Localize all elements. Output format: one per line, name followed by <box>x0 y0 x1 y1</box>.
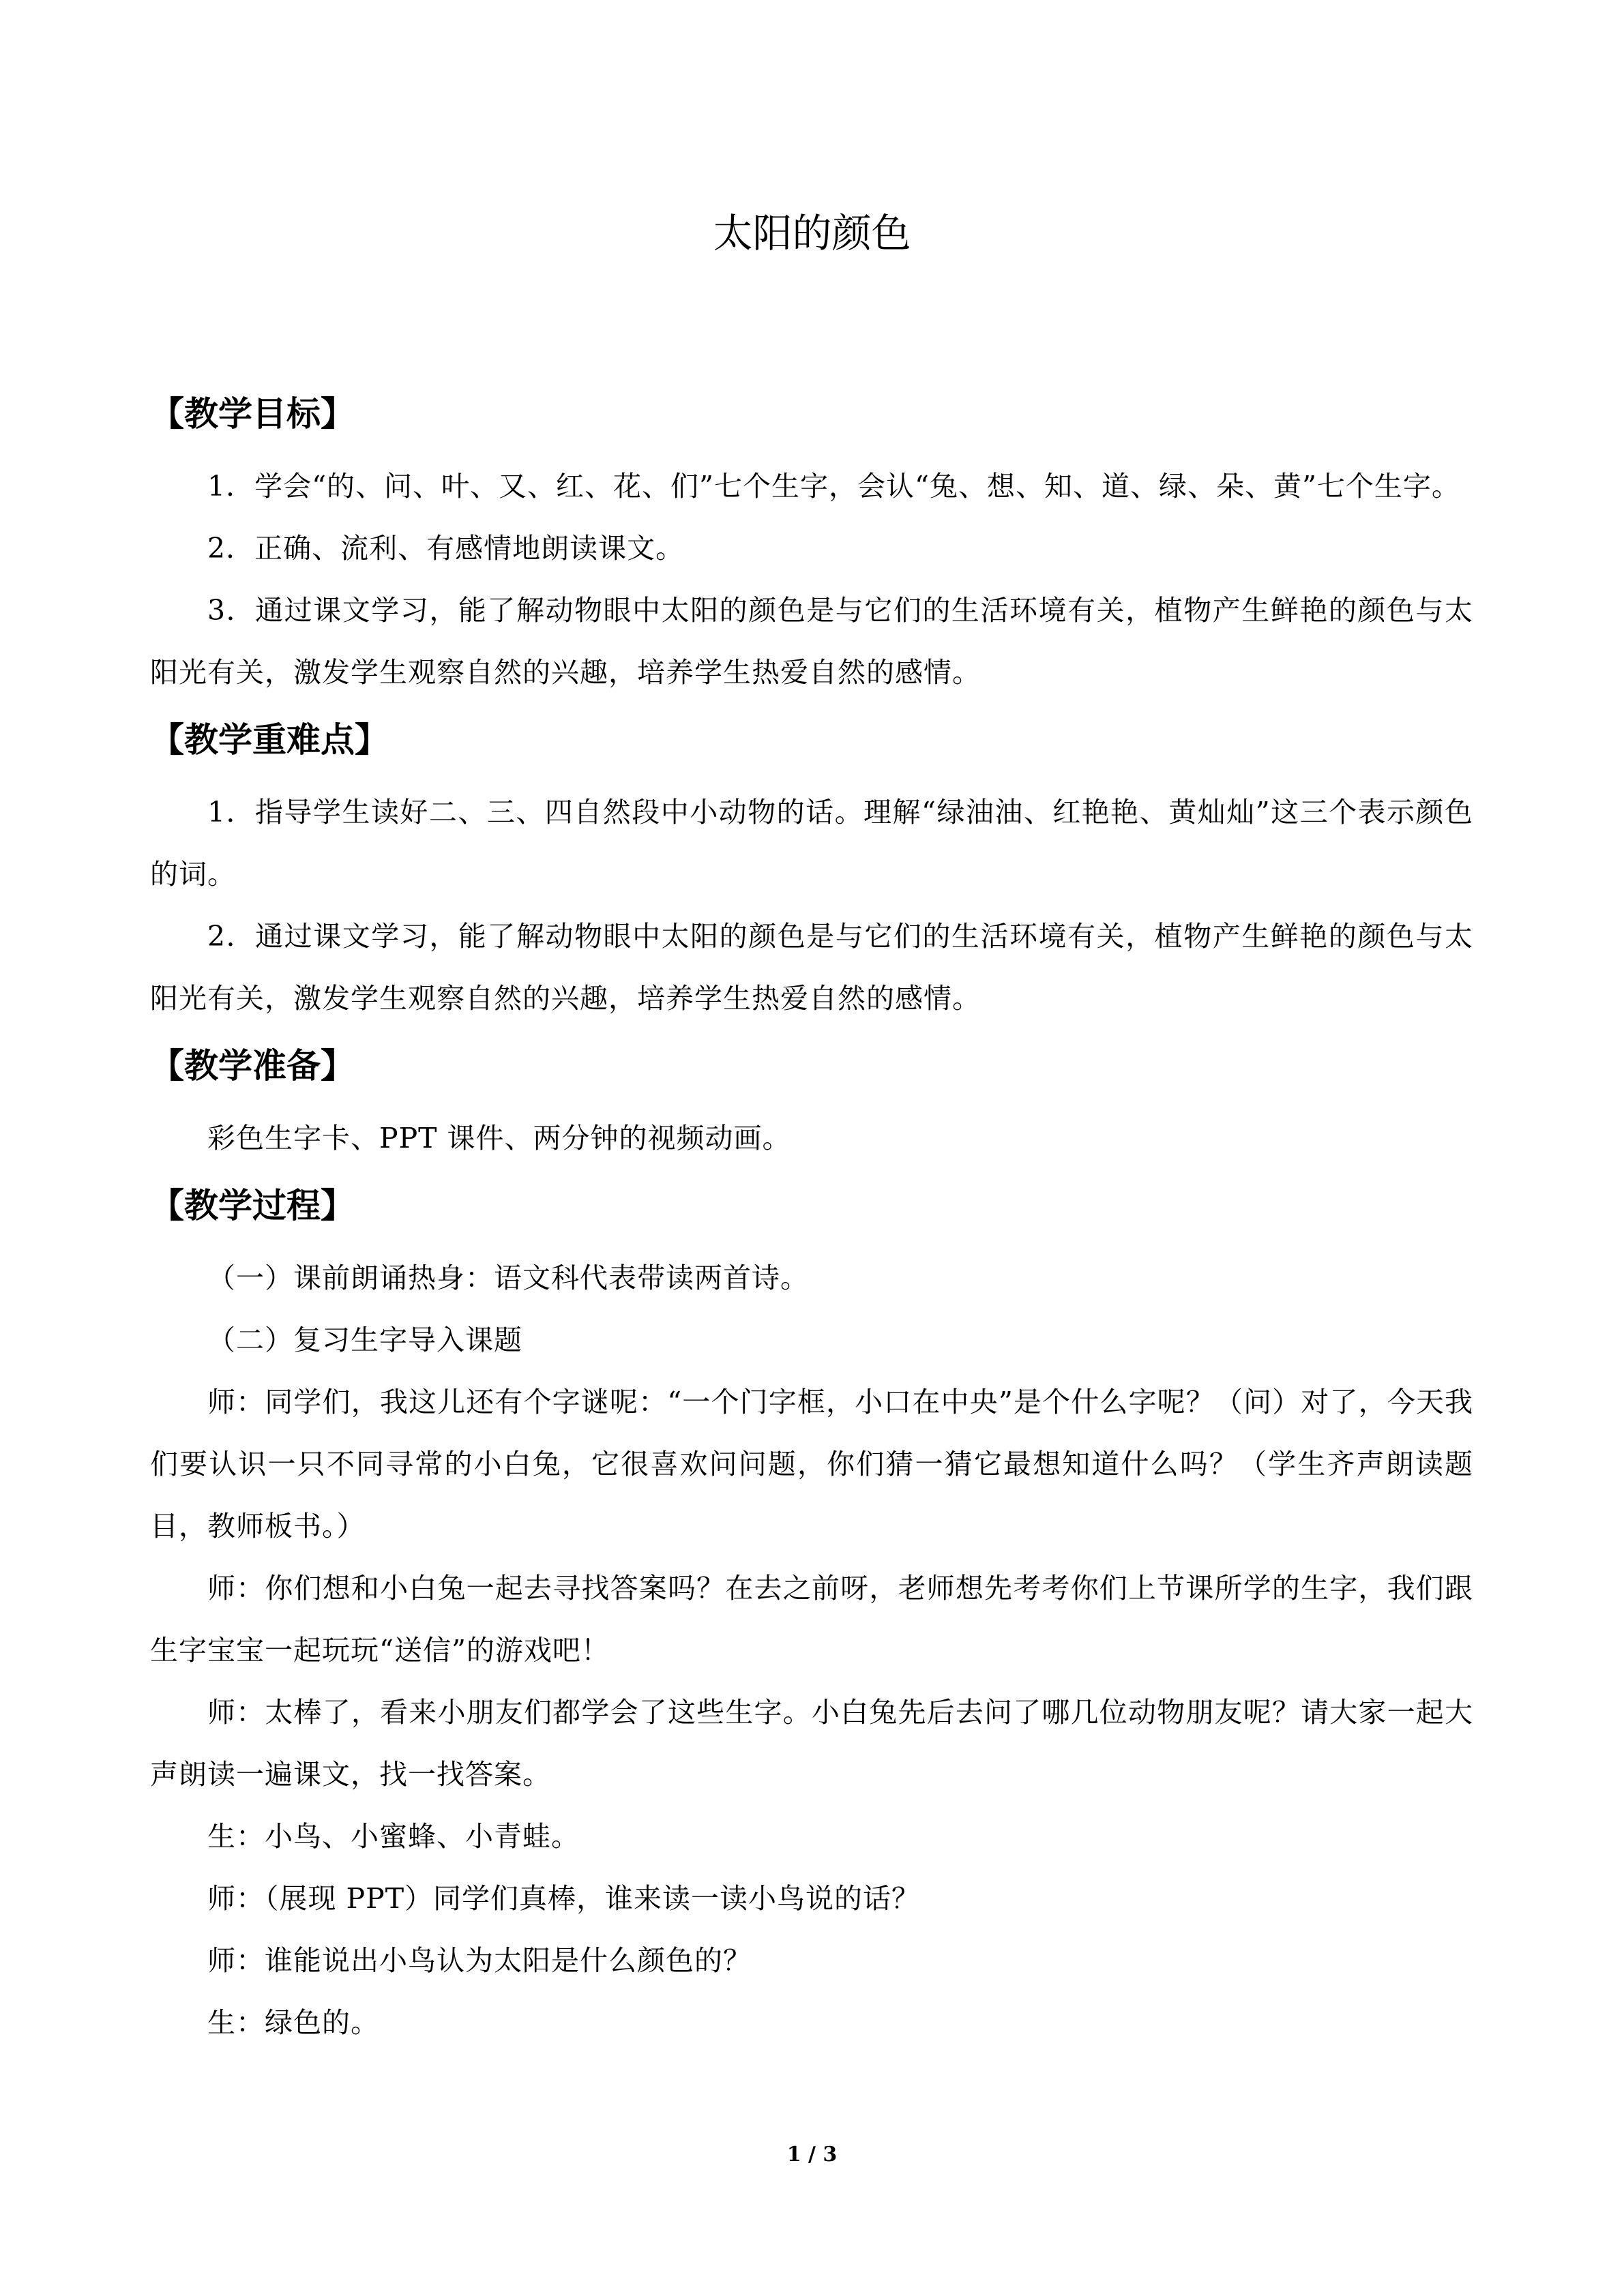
paragraph: 1．学会“的、问、叶、又、红、花、们”七个生字，会认“兔、想、知、道、绿、朵、黄”七个生字。 <box>207 470 1460 503</box>
paragraph: 彩色生字卡、PPT 课件、两分钟的视频动画。 <box>207 1122 791 1154</box>
section-heading: 【教学重难点】 <box>150 720 389 760</box>
section-content <box>150 446 1473 708</box>
paragraph: （二）复习生字导入课题 <box>207 1324 522 1356</box>
section-teaching-goals <box>150 382 1473 708</box>
paragraph: 3．通过课文学习，能了解动物眼中太阳的颜色是与它们的生活环境有关，植物产生鲜艳的颜色与太阳光有关，激发学生观察自然的兴趣，培养学生热爱自然的感情。 <box>150 594 1473 689</box>
document-body <box>150 382 1473 2058</box>
paragraph: 生：小鸟、小蜜蜂、小青蛙。 <box>207 1820 580 1853</box>
section-heading: 【教学目标】 <box>150 394 355 434</box>
paragraph: 2．正确、流利、有感情地朗读课文。 <box>207 532 685 565</box>
paragraph: 师：（展现 PPT）同学们真棒，谁来读一读小鸟说的话？ <box>207 1882 921 1915</box>
section-teaching-process <box>150 1174 1473 2058</box>
section-content <box>150 1098 1473 1174</box>
document-title: 太阳的颜色 <box>713 210 911 256</box>
page-number: 1 / 3 <box>786 2143 838 2166</box>
paragraph: （一）课前朗诵热身：语文科代表带读两首诗。 <box>207 1262 809 1294</box>
section-content <box>150 1238 1473 2058</box>
paragraph: 生：绿色的。 <box>207 2006 379 2039</box>
paragraph: 1．指导学生读好二、三、四自然段中小动物的话。理解“绿油油、红艳艳、黄灿灿”这三个表示颜色的词。 <box>150 796 1473 891</box>
paragraph: 师：太棒了，看来小朋友们都学会了这些生字。小白兔先后去问了哪几位动物朋友呢？请大家一起大声朗读一遍课文，找一找答案。 <box>150 1696 1473 1791</box>
paragraph: 师：谁能说出小鸟认为太阳是什么颜色的？ <box>207 1944 752 1977</box>
paragraph: 师：同学们，我这儿还有个字谜呢：“一个门字框，小口在中央”是个什么字呢？（问）对了，今天我们要认识一只不同寻常的小白兔，它很喜欢问问题，你们猜一猜它最想知道什么吗？（学生齐声朗读题目，教师板书。） <box>150 1386 1473 1542</box>
section-key-difficulties <box>150 708 1473 1034</box>
section-heading: 【教学过程】 <box>150 1186 355 1225</box>
paragraph: 师：你们想和小白兔一起去寻找答案吗？在去之前呀，老师想先考考你们上节课所学的生字，我们跟生字宝宝一起玩玩“送信”的游戏吧！ <box>150 1572 1473 1667</box>
section-content <box>150 772 1473 1034</box>
section-preparation <box>150 1034 1473 1174</box>
paragraph: 2．通过课文学习，能了解动物眼中太阳的颜色是与它们的生活环境有关，植物产生鲜艳的颜色与太阳光有关，激发学生观察自然的兴趣，培养学生热爱自然的感情。 <box>150 920 1473 1015</box>
section-heading: 【教学准备】 <box>150 1046 355 1086</box>
